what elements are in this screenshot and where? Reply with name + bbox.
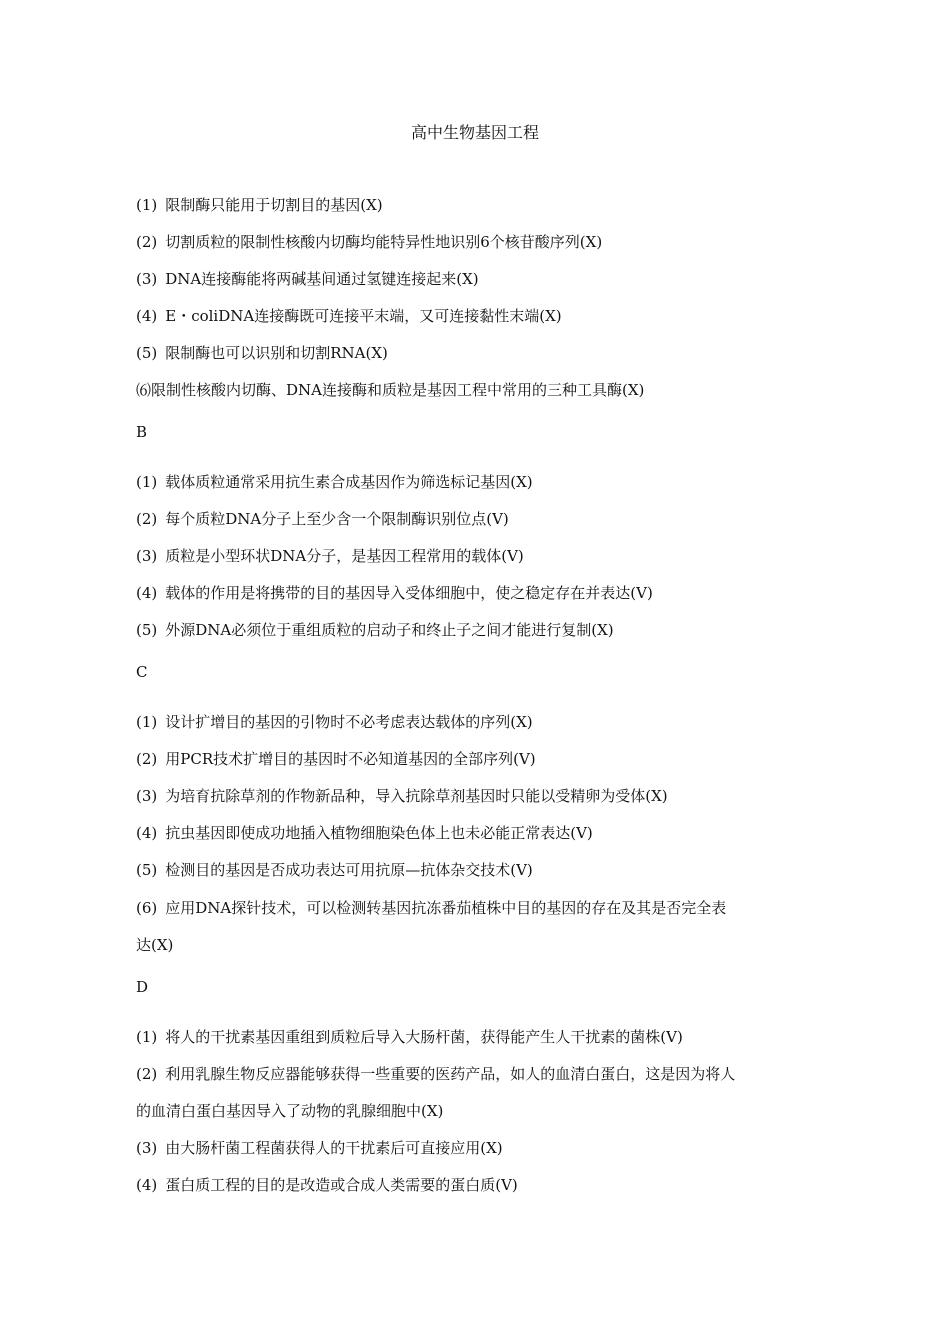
item-number: (1) bbox=[136, 1028, 158, 1046]
item-text: 检测目的基因是否成功表达可用抗原—抗体杂交技术(V) bbox=[165, 861, 533, 879]
item-number: (2) bbox=[136, 750, 158, 768]
list-item bbox=[136, 618, 826, 642]
list-item bbox=[136, 1062, 826, 1086]
item-number: (4) bbox=[136, 584, 158, 602]
list-item bbox=[136, 267, 826, 291]
item-number: (2) bbox=[136, 1065, 158, 1083]
list-item bbox=[136, 1173, 826, 1197]
list-item bbox=[136, 821, 826, 845]
item-number: (3) bbox=[136, 1139, 158, 1157]
list-item bbox=[136, 470, 826, 494]
item-number: (2) bbox=[136, 233, 158, 251]
list-item bbox=[136, 507, 826, 531]
item-number: (4) bbox=[136, 307, 158, 325]
item-number: ⑹ bbox=[136, 381, 152, 399]
item-text: 将人的干扰素基因重组到质粒后导入大肠杆菌，获得能产生人干扰素的菌株(V) bbox=[165, 1028, 683, 1046]
item-text: 蛋白质工程的目的是改造或合成人类需要的蛋白质(V) bbox=[165, 1176, 518, 1194]
item-text: 质粒是小型环状DNA分子，是基因工程常用的载体(V) bbox=[165, 547, 524, 565]
list-item bbox=[136, 858, 826, 882]
list-item bbox=[136, 1025, 826, 1049]
list-item bbox=[136, 544, 826, 568]
section-label-c: C bbox=[136, 663, 148, 681]
list-item bbox=[136, 1136, 826, 1160]
section-label-b: B bbox=[136, 423, 148, 441]
item-text: 限制性核酸内切酶、DNA连接酶和质粒是基因工程中常用的三种工具酶(X) bbox=[151, 381, 645, 399]
item-number: (5) bbox=[136, 861, 158, 879]
item-number: (5) bbox=[136, 621, 158, 639]
item-number: (3) bbox=[136, 547, 158, 565]
item-text: 应用DNA探针技术，可以检测转基因抗冻番茄植株中目的基因的存在及其是否完全表 bbox=[165, 899, 727, 917]
item-number: (1) bbox=[136, 473, 158, 491]
item-number: (1) bbox=[136, 713, 158, 731]
item-text: 用PCR技术扩增目的基因时不必知道基因的全部序列(V) bbox=[165, 750, 536, 768]
item-text: 由大肠杆菌工程菌获得人的干扰素后可直接应用(X) bbox=[165, 1139, 503, 1157]
list-item bbox=[136, 784, 826, 808]
document-title: 高中生物基因工程 bbox=[410, 123, 539, 142]
list-item bbox=[136, 581, 826, 605]
list-item bbox=[136, 710, 826, 734]
item-number: (1) bbox=[136, 196, 158, 214]
item-text: DNA连接酶能将两碱基间通过氢键连接起来(X) bbox=[165, 270, 479, 288]
item-text: 切割质粒的限制性核酸内切酶均能特异性地识别6个核苷酸序列(X) bbox=[165, 233, 603, 251]
item-number: (3) bbox=[136, 787, 158, 805]
item-number: (5) bbox=[136, 344, 158, 362]
list-item bbox=[136, 341, 826, 365]
list-item bbox=[136, 378, 826, 402]
item-text: 为培育抗除草剂的作物新品种，导入抗除草剂基因时只能以受精卵为受体(X) bbox=[165, 787, 668, 805]
item-text: 限制酶也可以识别和切割RNA(X) bbox=[165, 344, 388, 362]
section-label-d: D bbox=[136, 978, 149, 996]
item-text: 载体的作用是将携带的目的基因导入受体细胞中，使之稳定存在并表达(V) bbox=[165, 584, 653, 602]
item-number: (4) bbox=[136, 1176, 158, 1194]
item-text: 外源DNA必须位于重组质粒的启动子和终止子之间才能进行复制(X) bbox=[165, 621, 614, 639]
list-item-continuation: 达(X) bbox=[136, 936, 174, 954]
list-item-continuation: 的血清白蛋白基因导入了动物的乳腺细胞中(X) bbox=[136, 1102, 444, 1120]
item-number: (6) bbox=[136, 899, 158, 917]
item-text: 抗虫基因即使成功地插入植物细胞染色体上也未必能正常表达(V) bbox=[165, 824, 593, 842]
item-text: 设计扩增目的基因的引物时不必考虑表达载体的序列(X) bbox=[165, 713, 533, 731]
list-item bbox=[136, 896, 826, 920]
list-item bbox=[136, 747, 826, 771]
item-text: 每个质粒DNA分子上至少含一个限制酶识别位点(V) bbox=[165, 510, 509, 528]
item-text: 载体质粒通常采用抗生素合成基因作为筛选标记基因(X) bbox=[165, 473, 533, 491]
item-number: (2) bbox=[136, 510, 158, 528]
item-text: 限制酶只能用于切割目的基因(X) bbox=[165, 196, 383, 214]
list-item bbox=[136, 193, 826, 217]
item-number: (3) bbox=[136, 270, 158, 288]
item-text: 利用乳腺生物反应器能够获得一些重要的医药产品，如人的血清白蛋白，这是因为将人 bbox=[165, 1065, 736, 1083]
item-text: E・coliDNA连接酶既可连接平末端，又可连接黏性末端(X) bbox=[165, 307, 562, 325]
item-number: (4) bbox=[136, 824, 158, 842]
list-item bbox=[136, 304, 826, 328]
list-item bbox=[136, 230, 826, 254]
